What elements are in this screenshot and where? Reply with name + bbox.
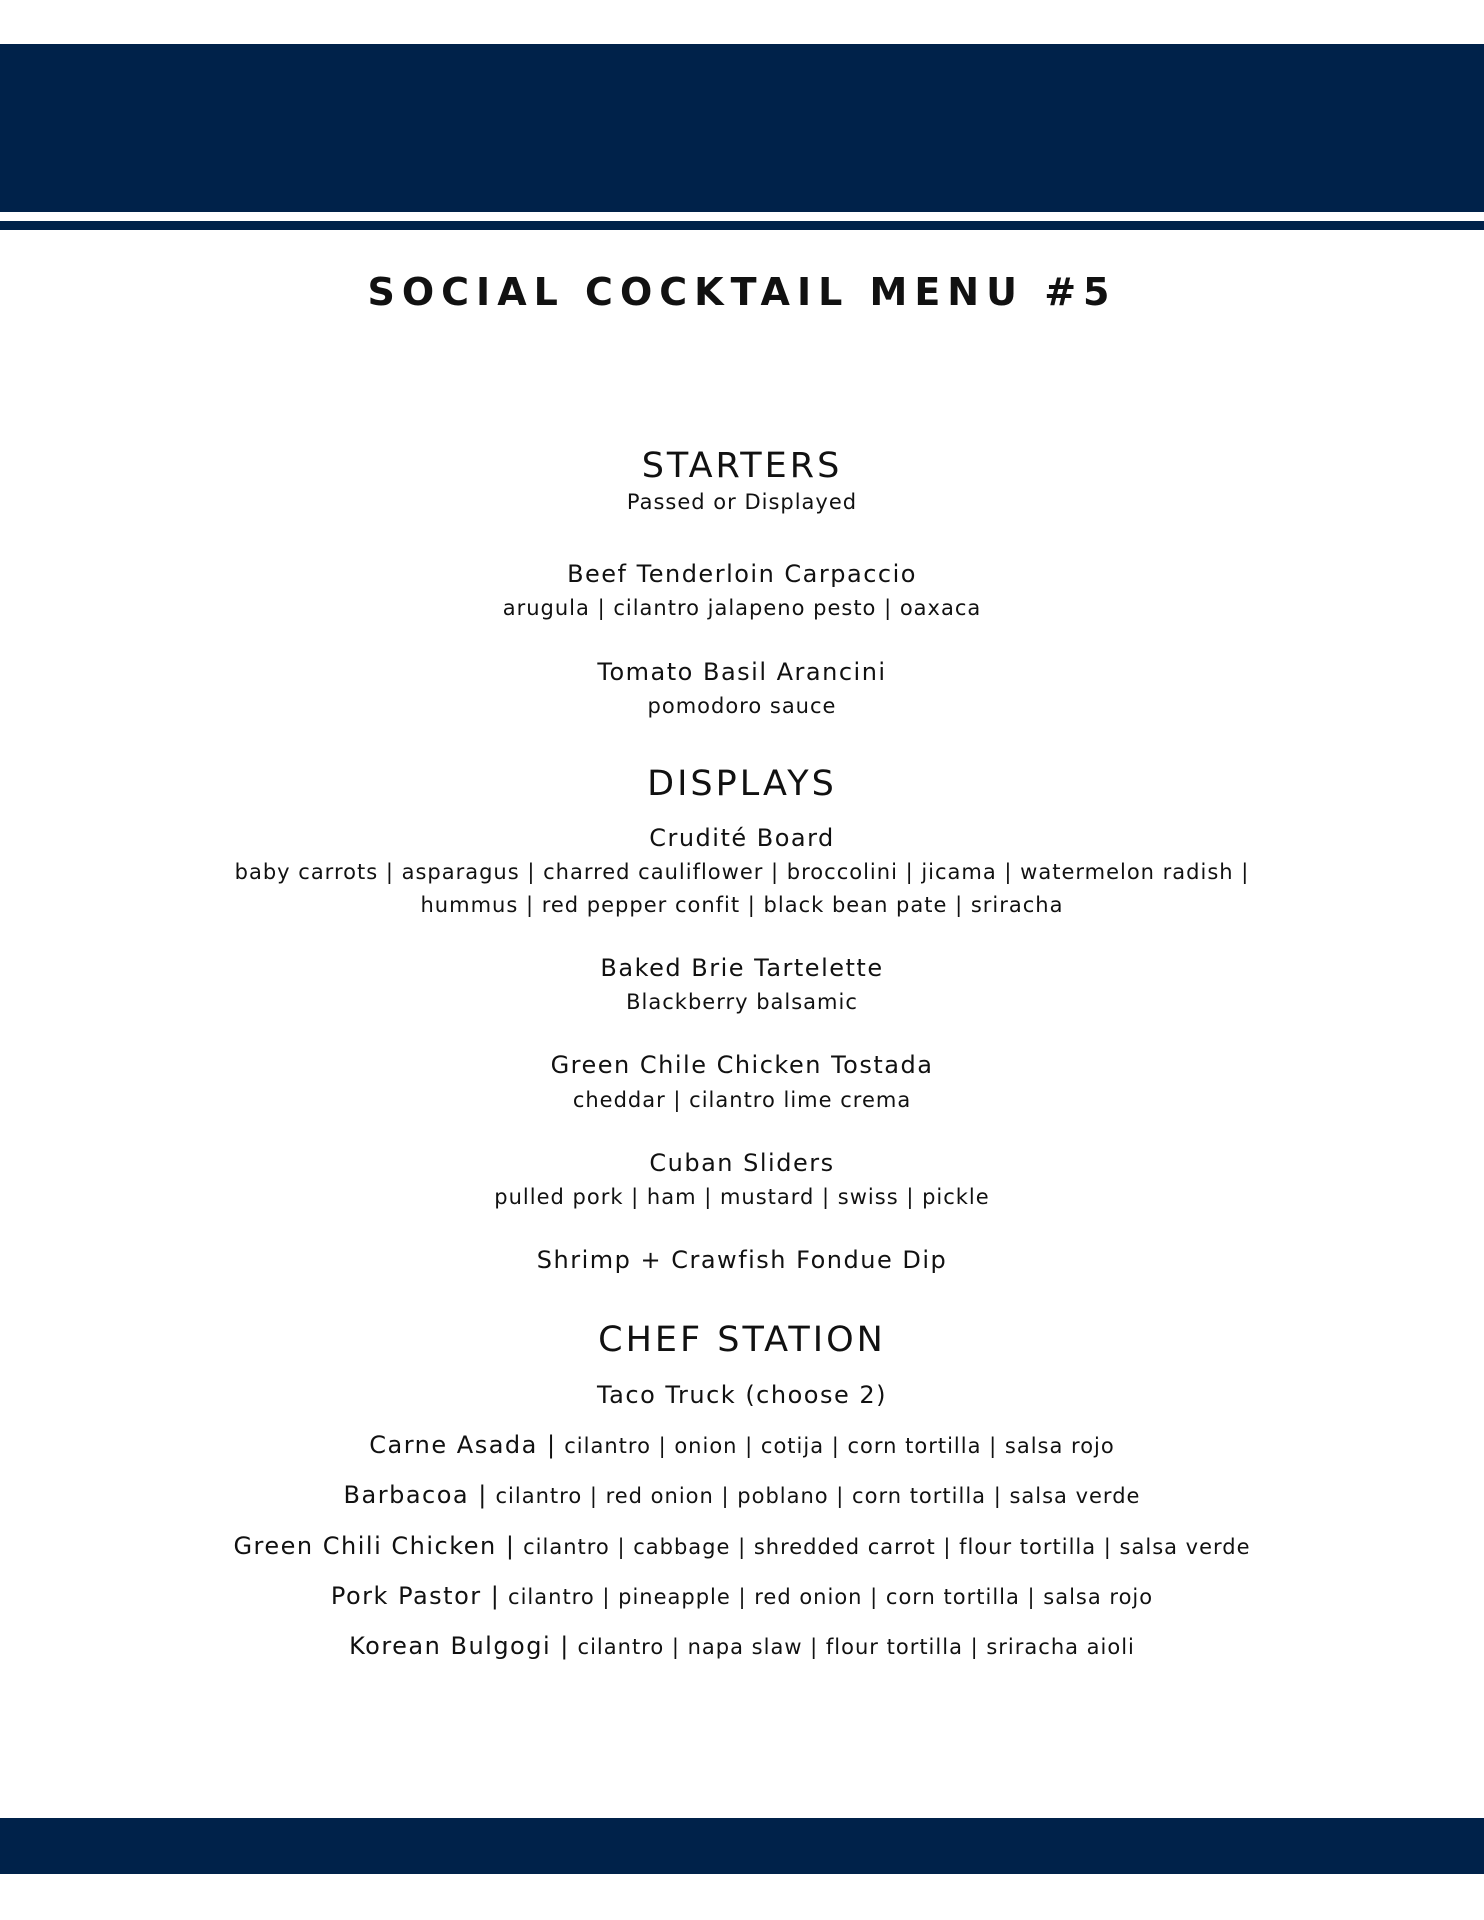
display-item-name: Baked Brie Tartelette — [600, 954, 884, 982]
taco-line — [0, 1481, 1484, 1509]
starter-item-desc: arugula | cilantro jalapeno pesto | oaxaca — [502, 596, 982, 620]
taco-line — [0, 1532, 1484, 1560]
menu-title: SOCIAL COCKTAIL MENU #5 — [367, 270, 1117, 314]
taco-name: Korean Bulgogi | — [349, 1632, 570, 1660]
taco-name: Green Chili Chicken | — [233, 1532, 516, 1560]
starters-heading: STARTERS — [641, 446, 843, 486]
taco-line — [0, 1632, 1484, 1660]
taco-desc: cilantro | napa slaw | flour tortilla | sriracha aioli — [577, 1635, 1135, 1659]
taco-desc: cilantro | red onion | poblano | corn tortilla | salsa verde — [495, 1484, 1141, 1508]
header-rule — [0, 221, 1484, 230]
taco-desc: cilantro | onion | cotija | corn tortilla | salsa rojo — [564, 1434, 1115, 1458]
display-item-desc: cheddar | cilantro lime crema — [572, 1088, 912, 1112]
display-item-name: Green Chile Chicken Tostada — [550, 1051, 934, 1079]
starter-item-name: Tomato Basil Arancini — [597, 658, 887, 686]
taco-line — [0, 1582, 1484, 1610]
display-item-name: Crudité Board — [649, 824, 835, 852]
display-item-name: Shrimp + Crawfish Fondue Dip — [536, 1246, 948, 1274]
display-item-desc: baby carrots | asparagus | charred cauliflower | broccolini | jicama | watermelon radish | — [234, 860, 1250, 884]
taco-name: Carne Asada | — [369, 1431, 557, 1459]
display-item-desc-continued: hummus | red pepper confit | black bean pate | sriracha — [420, 893, 1064, 917]
taco-desc: cilantro | pineapple | red onion | corn tortilla | salsa rojo — [508, 1585, 1154, 1609]
chef-station-subtitle: Taco Truck (choose 2) — [596, 1381, 887, 1409]
chef-station-heading: CHEF STATION — [598, 1320, 886, 1360]
header-band — [0, 44, 1484, 212]
taco-line — [0, 1431, 1484, 1459]
taco-name: Barbacoa | — [343, 1481, 488, 1509]
display-item-desc: Blackberry balsamic — [626, 990, 858, 1014]
starters-subtitle: Passed or Displayed — [626, 490, 858, 514]
starter-item-desc: pomodoro sauce — [647, 694, 837, 718]
display-item-name: Cuban Sliders — [649, 1149, 835, 1177]
taco-name: Pork Pastor | — [330, 1582, 501, 1610]
displays-heading: DISPLAYS — [647, 764, 837, 804]
display-item-desc: pulled pork | ham | mustard | swiss | pickle — [494, 1185, 990, 1209]
footer-band — [0, 1818, 1484, 1874]
taco-desc: cilantro | cabbage | shredded carrot | flour tortilla | salsa verde — [523, 1535, 1251, 1559]
starter-item-name: Beef Tenderloin Carpaccio — [567, 560, 917, 588]
